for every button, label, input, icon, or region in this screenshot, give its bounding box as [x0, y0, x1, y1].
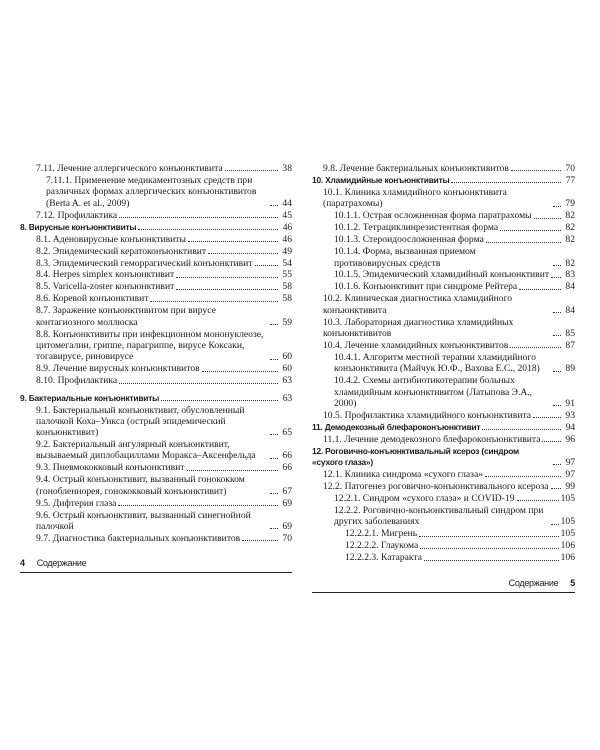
toc-entry-title: 10.1.3. Стероидоосложненная форма [334, 234, 484, 246]
toc-entry-title: 8.2. Эпидемический кератоконъюнктивит [36, 245, 207, 257]
dot-leader [553, 312, 561, 313]
dot-leader [553, 265, 561, 266]
right-page-toc [312, 163, 575, 564]
toc-entry [312, 493, 575, 504]
toc-entry-page: 55 [282, 269, 292, 281]
dot-leader [553, 335, 561, 336]
dot-leader [553, 405, 561, 406]
left-page-footer [20, 558, 292, 573]
left-page-number: 4 [20, 558, 25, 569]
toc-entry [312, 281, 575, 292]
dot-leader [176, 277, 278, 278]
toc-entry-title: 10.1.1. Острая осложненная форма паратрахомы [334, 210, 532, 222]
toc-entry [20, 375, 292, 386]
toc-entry [20, 474, 292, 497]
toc-entry [20, 498, 292, 509]
dot-leader [485, 476, 561, 477]
toc-entry [20, 210, 292, 221]
toc-entry [312, 552, 575, 563]
dot-leader [420, 548, 558, 549]
toc-entry-page: 59 [282, 316, 292, 328]
toc-entry-page: 93 [565, 409, 575, 421]
toc-entry [312, 234, 575, 245]
toc-entry-page: 60 [282, 351, 292, 363]
dot-leader [119, 383, 278, 384]
toc-entry-title: 8.5. Varicella-zoster конъюнктивит [36, 281, 175, 293]
toc-entry-title: 7.11.1. Применение медикаментозных средств при различных формах аллергических конъюнктивитов (Berta A. et al., 2009) [46, 174, 257, 209]
toc-entry-page: 97 [565, 457, 575, 469]
dot-leader [119, 217, 278, 218]
toc-entry-page: 58 [282, 293, 292, 305]
toc-entry-page: 91 [565, 397, 575, 409]
toc-entry [312, 481, 575, 492]
toc-entry-title: 11. Демодекозный блефароконъюнктивит [312, 421, 481, 432]
toc-entry [312, 187, 575, 210]
toc-entry-title: 9.3. Пневмококковый конъюнктивит [36, 462, 185, 474]
toc-chapter-entry [312, 175, 575, 186]
dot-leader [138, 229, 278, 230]
toc-entry-page: 77 [565, 174, 575, 186]
toc-entry-title: 12.2.2. Роговично-конъюнктивальный синдром при других заболеваниях [334, 505, 544, 528]
toc-entry-page: 63 [282, 392, 292, 404]
toc-entry [20, 246, 292, 257]
toc-entry-title: 10.3. Лабораторная диагностика хламидийных конъюнктивитов [323, 316, 514, 340]
toc-entry-title: 9.5. Дифтерия глаза [36, 497, 117, 509]
toc-entry [20, 533, 292, 544]
toc-entry-title: 12.2.1. Синдром «сухого глаза» и COVID-19 [334, 493, 515, 505]
toc-entry-page: 69 [282, 520, 292, 532]
toc-entry [312, 528, 575, 539]
toc-chapter-entry [312, 422, 575, 433]
toc-entry-title: 8.3. Эпидемический геморрагический конъюнктивит [36, 257, 253, 269]
dot-leader [270, 528, 278, 529]
dot-leader [161, 400, 278, 401]
toc-entry-title: 10.4.2. Схемы антибиотикотерапии больных хламидийным конъюнктивитом (Латыпова Э.А., 2000) [334, 375, 533, 409]
toc-entry [312, 434, 575, 445]
dot-leader [519, 289, 561, 290]
toc-entry-title: 9.6. Острый конъюнктивит, вызванный синегнойной палочкой [36, 509, 251, 532]
toc-entry [20, 305, 292, 328]
toc-entry-title: 7.11. Лечение аллергического конъюнктивита [36, 163, 223, 174]
toc-entry [312, 340, 575, 351]
toc-entry-title: 10.1. Клиника хламидийного конъюнктивита (паратрахомы) [323, 186, 507, 210]
toc-entry-title: 8.1. Аденовирусные конъюнктивиты [36, 233, 186, 245]
toc-entry [312, 540, 575, 551]
toc-entry-page: 58 [282, 281, 292, 293]
toc-entry-title: 12.2. Патогенез роговично-конъюнктивального ксероза [323, 481, 549, 493]
toc-entry-title: 9.8. Лечение бактериальных конъюнктивитов [323, 163, 509, 174]
right-page [312, 163, 575, 593]
toc-entry-page: 106 [560, 540, 575, 552]
toc-entry-page: 84 [565, 281, 575, 293]
toc-entry-page: 44 [282, 197, 292, 209]
toc-entry-page: 89 [565, 363, 575, 375]
dot-leader [500, 230, 561, 231]
dot-leader [511, 170, 561, 171]
dot-leader [533, 417, 561, 418]
dot-leader [242, 540, 278, 541]
dot-leader [187, 470, 278, 471]
toc-entry-title: 12.2.2.3. Катаракта [345, 552, 422, 564]
dot-leader [270, 205, 278, 206]
toc-entry [312, 269, 575, 280]
toc-entry-page: 82 [565, 210, 575, 222]
left-running-title: Содержание [36, 558, 87, 569]
dot-leader [208, 253, 278, 254]
dot-leader [542, 441, 561, 442]
dot-leader [225, 170, 278, 171]
left-page-toc [20, 163, 292, 544]
toc-entry-page: 87 [565, 340, 575, 352]
toc-entry-title: 10.1.2. Тетрациклинрезистентная форма [334, 222, 499, 234]
toc-entry-title: 8. Вирусные конъюнктивиты [20, 221, 137, 232]
dot-leader [424, 560, 559, 561]
dot-leader [118, 505, 278, 506]
toc-entry-page: 38 [282, 163, 292, 174]
dot-leader [270, 458, 278, 459]
toc-entry [20, 363, 292, 374]
toc-entry-title: 8.10. Профилактика [36, 375, 118, 387]
toc-entry-page: 106 [560, 552, 575, 564]
toc-entry-title: 10.5. Профилактика хламидийного конъюнктивита [323, 409, 532, 421]
toc-entry [312, 222, 575, 233]
toc-entry-page: 94 [565, 421, 575, 433]
toc-entry [312, 293, 575, 316]
toc-entry-page: 105 [560, 516, 575, 528]
right-page-footer [312, 578, 575, 593]
dot-leader [551, 524, 559, 525]
dot-leader [482, 429, 561, 430]
dot-leader [270, 359, 278, 360]
toc-entry-page: 99 [565, 481, 575, 493]
toc-entry [20, 163, 292, 174]
toc-entry [312, 246, 575, 269]
toc-entry [20, 281, 292, 292]
toc-entry-page: 70 [565, 163, 575, 174]
toc-entry-title: 8.4. Herpes simplex конъюнктивит [36, 269, 175, 281]
toc-entry [20, 329, 292, 363]
toc-entry-page: 69 [282, 497, 292, 509]
toc-entry-title: 9.4. Острый конъюнктивит, вызванный гонококком (гонобленнорея, гонококковый конъюнктивит) [36, 474, 245, 497]
toc-entry-page: 49 [282, 245, 292, 257]
toc-chapter-entry [20, 393, 292, 404]
toc-entry-title: 10.1.5. Эпидемический хламидийный конъюнктивит [334, 269, 550, 281]
toc-entry-page: 82 [565, 257, 575, 269]
toc-entry-title: 10.4. Лечение хламидийных конъюнктивитов [323, 340, 509, 352]
dot-leader [553, 206, 561, 207]
toc-entry [312, 375, 575, 409]
toc-entry-title: 8.8. Конъюнктивиты при инфекционном мононуклеозе, цитомегалии, гриппе, парагриппе, вирусе Коксаки, тогавирусе, риновирусе [36, 328, 264, 363]
toc-chapter-entry [20, 222, 292, 233]
toc-entry-title: 10.2. Клиническая диагностика хламидийного конъюнктивита [323, 293, 513, 316]
toc-entry-title: 10.1.6. Конъюнктивит при синдроме Рейтера [334, 281, 518, 293]
toc-entry-page: 60 [282, 363, 292, 375]
toc-entry-title: 9.1. Бактериальный конъюнктивит, обусловленный палочкой Коха–Уикса (острый эпидемический конъюнктивит) [36, 404, 245, 439]
toc-entry [312, 317, 575, 340]
toc-entry-page: 54 [282, 257, 292, 269]
dot-leader [202, 371, 278, 372]
toc-entry-page: 66 [282, 450, 292, 462]
toc-entry [312, 210, 575, 221]
toc-entry-page: 96 [565, 433, 575, 445]
dot-leader [176, 289, 278, 290]
toc-entry [312, 410, 575, 421]
dot-leader [270, 493, 278, 494]
dot-leader [551, 277, 561, 278]
dot-leader [255, 265, 279, 266]
toc-entry-page: 63 [282, 375, 292, 387]
toc-entry-title: 12.2.2.1. Мигрень [345, 528, 418, 540]
toc-entry-title: 9.2. Бактериальный ангулярный конъюнктивит, вызываемый диплобациллами Моракса–Аксенфельда [36, 439, 256, 462]
toc-entry-page: 105 [560, 528, 575, 540]
toc-entry-title: 10. Хламидийные конъюнктивиты [312, 174, 450, 185]
toc-entry-title: 9. Бактериальные конъюнктивиты [20, 392, 160, 403]
dot-leader [551, 488, 561, 489]
toc-entry-page: 84 [565, 304, 575, 316]
toc-entry-page: 70 [282, 532, 292, 544]
toc-entry-title: 11.1. Лечение демодекозного блефароконъюнктивита [323, 433, 541, 445]
toc-entry-page: 79 [565, 198, 575, 210]
toc-entry-title: 8.9. Лечение вирусных конъюнктивитов [36, 363, 200, 375]
toc-entry [20, 175, 292, 209]
toc-entry-title: 10.1.4. Форма, вызванная приемом противовирусных средств [334, 246, 476, 269]
toc-entry-title: 9.7. Диагностика бактериальных конъюнктивитов [36, 532, 241, 544]
toc-entry [20, 234, 292, 245]
toc-entry [20, 462, 292, 473]
dot-leader [188, 241, 278, 242]
toc-entry [20, 439, 292, 462]
toc-entry-page: 82 [565, 222, 575, 234]
toc-entry-title: 10.4.1. Алгоритм местной терапии хламидийного конъюнктивита (Майчук Ю.Ф., Вахова Е.С., 2018) [334, 352, 540, 375]
right-page-number: 5 [570, 577, 575, 588]
dot-leader [486, 242, 561, 243]
toc-entry [312, 469, 575, 480]
toc-entry-page: 105 [560, 493, 575, 505]
toc-entry-page: 85 [565, 328, 575, 340]
toc-entry [20, 269, 292, 280]
toc-entry [20, 258, 292, 269]
toc-entry-page: 46 [282, 221, 292, 233]
right-running-title: Содержание [508, 577, 559, 588]
dot-leader [517, 500, 559, 501]
toc-entry-page: 97 [565, 469, 575, 481]
dot-leader [553, 464, 561, 465]
toc-entry-page: 66 [282, 462, 292, 474]
toc-entry-page: 46 [282, 233, 292, 245]
toc-entry-title: 8.6. Коревой конъюнктивит [36, 293, 149, 305]
toc-entry-page: 83 [565, 269, 575, 281]
toc-entry-page: 82 [565, 234, 575, 246]
dot-leader [270, 324, 278, 325]
toc-entry-title: 12. Роговично-конъюнктивальный ксероз (синдром «сухого глаза») [312, 445, 520, 468]
toc-entry [20, 510, 292, 533]
toc-entry-page: 65 [282, 427, 292, 439]
dot-leader [150, 301, 278, 302]
toc-entry-title: 12.2.2.2. Глаукома [345, 540, 419, 552]
dot-leader [534, 218, 561, 219]
toc-entry [312, 505, 575, 528]
toc-entry [20, 293, 292, 304]
toc-entry-title: 12.1. Клиника синдрома «сухого глаза» [323, 469, 484, 481]
dot-leader [270, 434, 278, 435]
dot-leader [510, 347, 561, 348]
left-page [20, 163, 292, 573]
toc-entry [20, 405, 292, 439]
toc-entry-title: 7.12. Профилактика [36, 209, 118, 221]
toc-entry-page: 45 [282, 209, 292, 221]
dot-leader [419, 536, 558, 537]
toc-entry-title: 8.7. Заражение конъюнктивитом при вирусе контагиозного моллюска [36, 305, 216, 328]
toc-entry-page: 67 [282, 485, 292, 497]
toc-entry [312, 352, 575, 375]
toc-chapter-entry [312, 446, 575, 469]
dot-leader [451, 182, 561, 183]
dot-leader [553, 371, 561, 372]
toc-entry [312, 163, 575, 174]
